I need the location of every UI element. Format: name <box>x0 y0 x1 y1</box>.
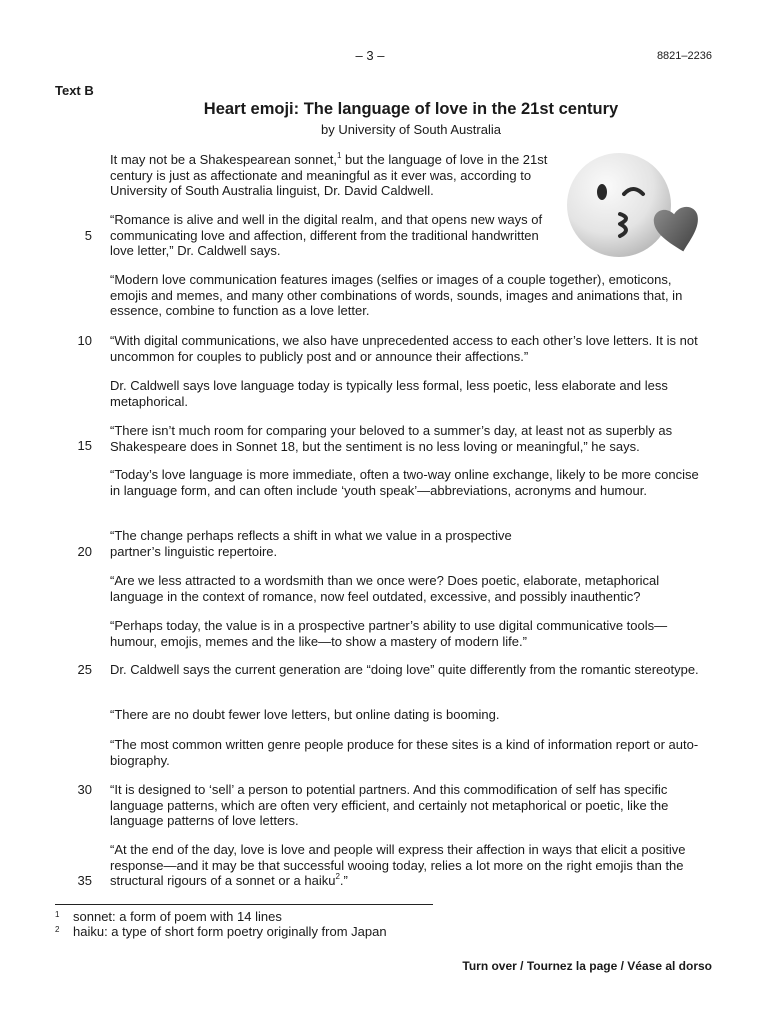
paragraph-5: Dr. Caldwell says love language today is typically less formal, less poetic, less elaborate and less metaphorical. <box>110 378 668 409</box>
line-number: 20 <box>77 544 92 559</box>
footnote-ref-2: 2 <box>335 871 340 881</box>
paragraph-12: “There are no doubt fewer love letters, but online dating is booming. <box>110 707 500 722</box>
footnote-text: haiku: a type of short form poetry originally from Japan <box>73 924 387 939</box>
line-number: 15 <box>77 438 92 453</box>
paragraph-15: “At the end of the day, love is love and people will express their affection in ways that elicit a positive response—and it may be that successful wooing today, relies a lot more on the right emojis than the structural rigours of a sonnet or a haiku$^2$.” <box>110 842 686 888</box>
paragraph-1: It may not be a Shakespearean sonnet,$^1$ but the language of love in the 21st century is just as affectionate and meaningful as it ever was, according to University of South Australia linguist, Dr. David Caldwell. <box>110 150 548 198</box>
paragraph-14: “It is designed to ‘sell’ a person to potential partners. And this commodification of self has specific language patterns, which are often very efficient, and certainly not metaphorical or poetic, like the language patterns of love letters. <box>110 782 669 828</box>
paragraph-9: “Are we less attracted to a wordsmith than we once were? Does poetic, elaborate, metaphorical language in the context of romance, now feel outdated, excessive, and possibly inauthentic? <box>110 573 660 604</box>
article-title: Heart emoji: The language of love in the 21st century <box>203 100 619 118</box>
paragraph-8: “The change perhaps reflects a shift in what we value in a prospective partner’s linguistic repertoire. <box>110 528 512 559</box>
paragraph-6: “There isn’t much room for comparing your beloved to a summer’s day, at least not as superbly as Shakespeare does in Sonnet 18, but the sentiment is no less loving or meaningful,” he says. <box>110 423 673 454</box>
paragraph-11: Dr. Caldwell says the current generation are “doing love” quite differently from the romantic stereotype. <box>110 662 699 677</box>
paragraph-2: “Romance is alive and well in the digital realm, and that opens new ways of communicating love and affection, different from the traditional handwritten love letter,” Dr. Caldwell says. <box>110 212 543 258</box>
line-number: 10 <box>77 333 92 348</box>
text-label: Text B <box>55 83 94 98</box>
paragraph-7: “Today’s love language is more immediate, often a two-way online exchange, likely to be more concise in language form, and can often include ‘youth speak’—abbreviations, acronyms and humour. <box>110 467 699 498</box>
document-code: 8821–2236 <box>656 50 712 62</box>
footnote-marker: 2 <box>55 925 60 934</box>
line-number: 25 <box>77 662 92 677</box>
turn-over-note: Turn over / Tournez la page / Véase al dorso <box>462 959 712 973</box>
line-number: 30 <box>77 782 92 797</box>
paragraph-4: “With digital communications, we also have unprecedented access to each other’s love letters. It is not uncommon for couples to publicly post and or announce their affections.” <box>110 333 698 364</box>
footnote-text: sonnet: a form of poem with 14 lines <box>73 909 282 924</box>
paragraph-3: “Modern love communication features images (selfies or images of a couple together), emoticons, emojis and memes, and many other combinations of words, sounds, images and animations that, in essence, combine to function as a love letter. <box>110 272 683 318</box>
footnote-ref-1: 1 <box>336 150 342 160</box>
paragraph-10: “Perhaps today, the value is in a prospective partner’s ability to use digital communicative tools—humour, emojis, memes and the like—to show a mastery of modern life.” <box>110 618 668 649</box>
kissing-heart-emoji-icon <box>562 148 712 263</box>
article-byline: by University of South Australia <box>321 122 501 137</box>
line-number: 5 <box>84 228 92 243</box>
page-number: – 3 – <box>355 48 385 63</box>
paragraph-13: “The most common written genre people produce for these sites is a kind of information report or auto-biography. <box>110 737 699 768</box>
footnote-divider <box>55 904 433 905</box>
footnote-marker: 1 <box>55 910 60 919</box>
line-number: 35 <box>77 873 92 888</box>
